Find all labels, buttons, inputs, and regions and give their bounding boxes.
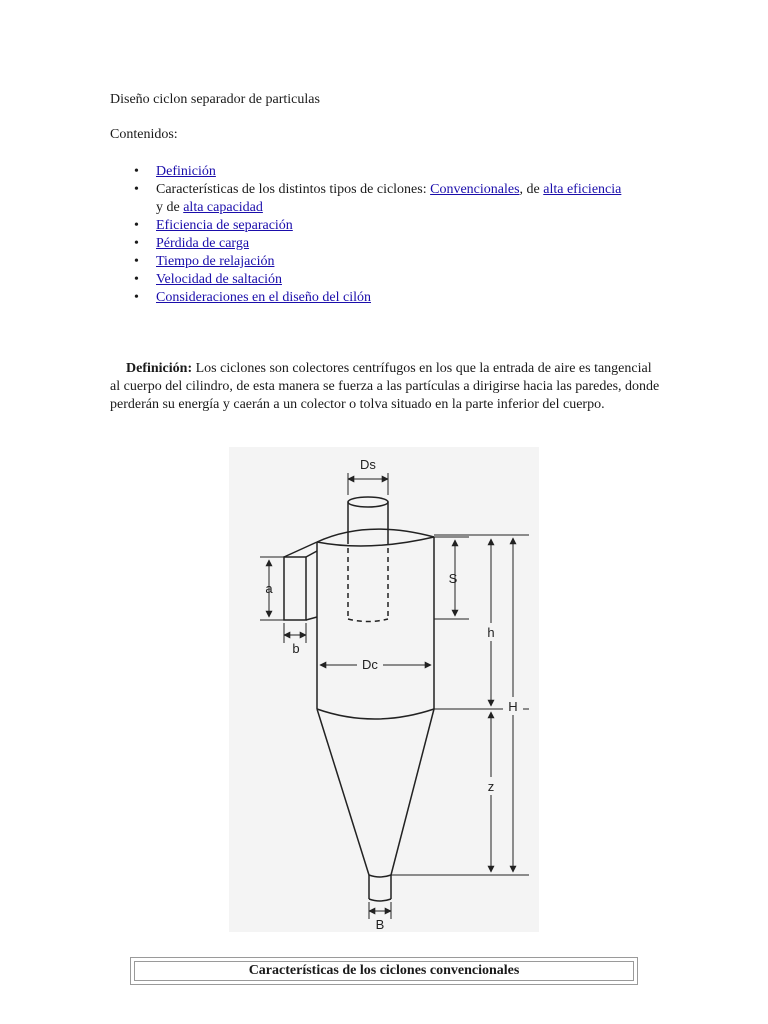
toc-link-convencionales[interactable]: Convencionales bbox=[430, 182, 520, 197]
toc-link-perdida-carga[interactable]: Pérdida de carga bbox=[156, 236, 250, 251]
toc-link-tiempo-relajacion[interactable]: Tiempo de relajación bbox=[156, 254, 275, 269]
diagram-background bbox=[229, 447, 539, 932]
table-caption-box bbox=[130, 957, 638, 985]
toc-text: y de bbox=[156, 200, 184, 215]
cyclone-diagram bbox=[229, 447, 539, 932]
table-caption: Características de los ciclones convencionales bbox=[134, 961, 634, 981]
toc-link-eficiencia[interactable]: Eficiencia de separación bbox=[156, 218, 293, 233]
toc-link-definicion[interactable]: Definición bbox=[156, 164, 216, 179]
toc-link-alta-capacidad[interactable]: alta capacidad bbox=[183, 200, 263, 215]
label-ds: Ds bbox=[360, 457, 376, 472]
table-of-contents bbox=[110, 163, 630, 307]
toc-item bbox=[110, 235, 630, 253]
toc-text: , de bbox=[519, 182, 544, 197]
toc-item bbox=[110, 217, 630, 235]
toc-item bbox=[110, 181, 630, 217]
label-hh: H bbox=[508, 699, 518, 714]
label-z: z bbox=[487, 779, 495, 794]
toc-link-alta-eficiencia[interactable]: alta eficiencia bbox=[543, 182, 622, 197]
label-dc: Dc bbox=[362, 657, 378, 672]
contents-label: Contenidos: bbox=[110, 127, 178, 142]
toc-link-velocidad-saltacion[interactable]: Velocidad de saltación bbox=[156, 272, 282, 287]
toc-item bbox=[110, 271, 630, 289]
definition-paragraph bbox=[110, 360, 660, 414]
toc-item bbox=[110, 163, 630, 181]
toc-link-consideraciones[interactable]: Consideraciones en el diseño del cilón bbox=[156, 290, 371, 305]
label-a: a bbox=[265, 581, 273, 596]
label-s: S bbox=[448, 571, 458, 586]
label-h: h bbox=[487, 625, 495, 640]
toc-text: Características de los distintos tipos de ciclones: bbox=[156, 182, 431, 197]
page-title: Diseño ciclon separador de particulas bbox=[110, 92, 320, 107]
toc-item bbox=[110, 253, 630, 271]
definition-term: Definición: bbox=[126, 361, 193, 376]
label-b: b bbox=[292, 641, 300, 656]
definition-text: Los ciclones son colectores centrífugos en los que la entrada de aire es tangencial al cuerpo del cilindro, de esta manera se fuerza a las partículas a dirigirse hacia las paredes, donde perderán su energía y caerán a un colector o tolva situado en la parte inferior del cuerpo. bbox=[110, 361, 660, 412]
toc-item bbox=[110, 289, 630, 307]
label-bb: B bbox=[375, 917, 385, 932]
